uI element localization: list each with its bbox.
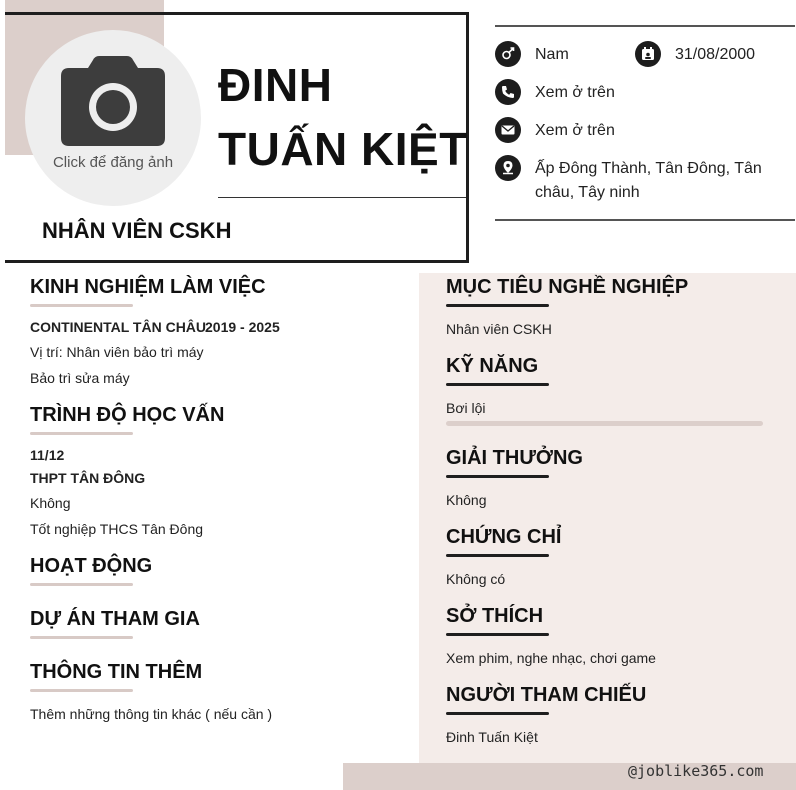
gender-icon (495, 41, 521, 67)
experience-title: KINH NGHIỆM LÀM VIỆC (30, 276, 266, 298)
extra-info-title: THÔNG TIN THÊM (30, 661, 203, 683)
activities-title: HOẠT ĐỘNG (30, 555, 153, 577)
info-divider-top (495, 25, 795, 27)
certificates-title: CHỨNG CHỈ (446, 526, 562, 548)
awards-text: Không (446, 492, 487, 508)
extra-info-underline (30, 689, 133, 692)
email-icon (495, 117, 521, 143)
name-line-2: TUẤN KIỆT (218, 123, 468, 175)
name-divider (218, 197, 466, 198)
education-title: TRÌNH ĐỘ HỌC VẤN (30, 404, 225, 426)
awards-title: GIẢI THƯỞNG (446, 447, 583, 469)
experience-position: Vị trí: Nhân viên bảo trì máy (30, 344, 204, 360)
objective-underline (446, 304, 549, 307)
education-underline (30, 432, 133, 435)
experience-company: CONTINENTAL TÂN CHÂU (30, 319, 207, 335)
location-icon (495, 155, 521, 181)
projects-underline (30, 636, 133, 639)
experience-underline (30, 304, 133, 307)
address-line-1: Ấp Đông Thành, Tân Đông, Tân (535, 160, 762, 177)
skill-level-bar (446, 421, 763, 426)
education-school: THPT TÂN ĐÔNG (30, 470, 146, 486)
extra-info-text: Thêm những thông tin khác ( nếu cần ) (30, 706, 273, 722)
skill-item: Bơi lội (446, 400, 486, 416)
objective-text: Nhân viên CSKH (446, 321, 552, 337)
experience-period: 2019 - 2025 (205, 319, 280, 335)
hobbies-title: SỞ THÍCH (446, 605, 544, 627)
hobbies-underline (446, 633, 549, 636)
experience-description: Bảo trì sửa máy (30, 370, 130, 386)
email-value: Xem ở trên (535, 122, 615, 139)
certificates-text: Không có (446, 571, 506, 587)
skills-title: KỸ NĂNG (446, 355, 539, 377)
job-title: NHÂN VIÊN CSKH (42, 218, 232, 243)
projects-title: DỰ ÁN THAM GIA (30, 608, 200, 630)
calendar-icon (635, 41, 661, 67)
skills-underline (446, 383, 549, 386)
info-divider-bottom (495, 219, 795, 221)
phone-icon (495, 79, 521, 105)
camera-icon (59, 54, 167, 148)
footer-watermark: @joblike365.com (628, 762, 764, 780)
education-major: Không (30, 495, 71, 511)
objective-title: MỤC TIÊU NGHỀ NGHIỆP (446, 276, 689, 298)
references-underline (446, 712, 549, 715)
references-title: NGƯỜI THAM CHIẾU (446, 684, 647, 706)
hobbies-text: Xem phim, nghe nhạc, chơi game (446, 650, 656, 666)
avatar-upload[interactable] (25, 30, 201, 206)
name-line-1: ĐINH (218, 59, 333, 111)
awards-underline (446, 475, 549, 478)
activities-underline (30, 583, 133, 586)
certificates-underline (446, 554, 549, 557)
avatar-label: Click để đăng ảnh (52, 154, 174, 171)
education-grade: 11/12 (30, 447, 65, 463)
birthday-value: 31/08/2000 (675, 46, 756, 63)
education-description: Tốt nghiệp THCS Tân Đông (30, 521, 204, 537)
address-line-2: châu, Tây ninh (535, 184, 640, 201)
gender-value: Nam (535, 46, 569, 63)
phone-value: Xem ở trên (535, 84, 615, 101)
references-text: Đinh Tuấn Kiệt (446, 729, 538, 745)
